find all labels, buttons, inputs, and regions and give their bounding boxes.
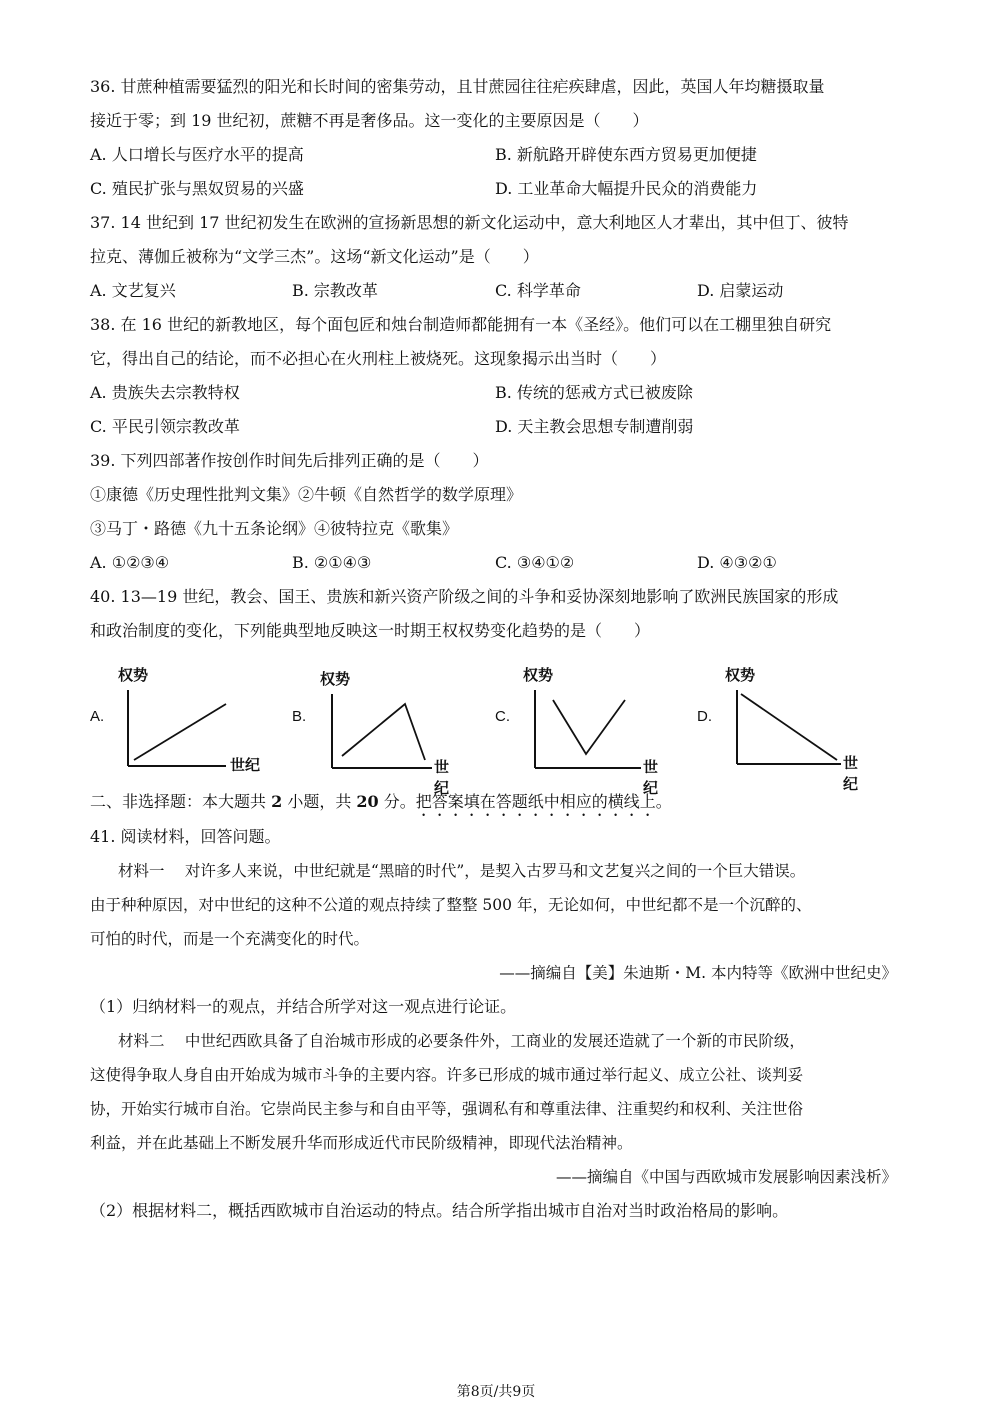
chart-b-plot: [292, 660, 462, 780]
q39-option-a: A. ①②③④: [90, 553, 170, 572]
q41-material2-line4: 利益，并在此基础上不断发展升华而形成近代市民阶级精神，即现代法治精神。: [90, 1134, 633, 1152]
chart-d-xlabel: 世纪: [843, 754, 859, 793]
section2-question-count: 2: [271, 792, 283, 811]
q40-chart-a: [90, 660, 260, 780]
chart-c-xlabel: 世纪: [643, 758, 659, 797]
section2-heading-post: 分。: [378, 792, 416, 811]
q41-subquestion2: （2）根据材料二，概括西欧城市自治运动的特点。结合所学指出城市自治对当时政治格局的影响。: [90, 1201, 789, 1220]
q41-material2-line2: 这使得争取人身自由开始成为城市斗争的主要内容。许多已形成的城市通过举行起义、成立公社、谈判妥: [90, 1066, 804, 1084]
q37-option-b: B. 宗教改革: [292, 281, 378, 300]
q41-material1-line1: 材料一 对许多人来说，中世纪就是“黑暗的时代”，是契入古罗马和文艺复兴之间的一个巨大错误。: [118, 862, 806, 880]
q38-option-a: A. 贵族失去宗教特权: [90, 383, 240, 402]
section2-heading-end: 。: [655, 792, 672, 811]
q39-stem: 39. 下列四部著作按创作时间先后排列正确的是（ ）: [90, 451, 489, 470]
chart-a-ylabel: 权势: [118, 666, 149, 684]
q36-stem-line2: 接近于零；到 19 世纪初，蔗糖不再是奢侈品。这一变化的主要原因是（ ）: [90, 111, 649, 130]
q39-option-c: C. ③④①②: [495, 553, 575, 572]
q38-option-b: B. 传统的惩戒方式已被废除: [495, 383, 693, 402]
q39-works-line1: ①康德《历史理性批判文集》②牛顿《自然哲学的数学原理》: [90, 485, 523, 504]
q38-option-c: C. 平民引领宗教改革: [90, 417, 240, 436]
q40-stem-line1: 40. 13—19 世纪，教会、国王、贵族和新兴资产阶级之间的斗争和妥协深刻地影响了欧洲民族国家的形成: [90, 587, 839, 606]
q37-option-d: D. 启蒙运动: [697, 281, 784, 300]
q40-chart-d: [697, 660, 867, 793]
chart-b-letter: B.: [292, 708, 307, 725]
page-number: 第8页/共9页: [456, 1384, 536, 1400]
chart-d-plot: [697, 660, 867, 780]
chart-c-letter: C.: [495, 708, 510, 725]
q40-chart-c: [495, 660, 665, 797]
chart-a-xlabel: 世纪: [230, 756, 261, 774]
q36-option-c: C. 殖民扩张与黑奴贸易的兴盛: [90, 179, 304, 198]
chart-a-plot: [90, 660, 260, 780]
q38-option-d: D. 天主教会思想专制遭削弱: [495, 417, 694, 436]
chart-c-trend-line: [553, 700, 625, 754]
q37-stem-line2: 拉克、薄伽丘被称为“文学三杰”。这场“新文化运动”是（ ）: [90, 247, 539, 266]
q38-stem-line1: 38. 在 16 世纪的新教地区，每个面包匠和烛台制造师都能拥有一本《圣经》。他们可以在工棚里独自研究: [90, 315, 832, 334]
q36-option-b: B. 新航路开辟使东西方贸易更加便捷: [495, 145, 757, 164]
section2-total-score: 20: [356, 792, 379, 811]
section2-heading-pre: 二、非选择题：本大题共: [90, 792, 272, 811]
q36-option-a: A. 人口增长与医疗水平的提高: [90, 145, 304, 164]
q41-material1-line3: 可怕的时代，而是一个充满变化的时代。: [90, 930, 370, 948]
q36-stem-line1: 36. 甘蔗种植需要猛烈的阳光和长时间的密集劳动，且甘蔗园往往疟疾肆虐，因此，英国人年均糖摄取量: [90, 77, 825, 96]
chart-b-trend-line: [342, 704, 425, 760]
q37-option-a: A. 文艺复兴: [90, 281, 176, 300]
chart-a-letter: A.: [90, 708, 105, 725]
q36-option-d: D. 工业革命大幅提升民众的消费能力: [495, 179, 758, 198]
q41-stem: 41. 阅读材料，回答问题。: [90, 827, 281, 846]
chart-d-letter: D.: [697, 708, 712, 725]
q37-stem-line1: 37. 14 世纪到 17 世纪初发生在欧洲的宣扬新思想的新文化运动中，意大利地区人才辈出，其中但丁、彼特: [90, 213, 849, 232]
q41-material2-line1: 材料二 中世纪西欧具备了自治城市形成的必要条件外，工商业的发展还造就了一个新的市民阶级，: [118, 1032, 805, 1050]
chart-a-trend-line: [134, 704, 226, 760]
q41-subquestion1: （1）归纳材料一的观点，并结合所学对这一观点进行论证。: [90, 997, 517, 1016]
q40-chart-b: [292, 660, 462, 797]
q39-option-d: D. ④③②①: [697, 553, 777, 572]
chart-b-xlabel: 世纪: [434, 758, 450, 797]
q38-stem-line2: 它，得出自己的结论，而不必担心在火刑柱上被烧死。这现象揭示出当时（ ）: [90, 349, 667, 368]
q41-material2-line3: 协，开始实行城市自治。它崇尚民主参与和自由平等，强调私有和尊重法律、注重契约和权利、关注世俗: [90, 1100, 804, 1118]
q39-works-line2: ③马丁・路德《九十五条论纲》④彼特拉克《歌集》: [90, 519, 459, 538]
q41-material1-source: ——摘编自【美】朱迪斯・M. 本内特等《欧洲中世纪史》: [499, 964, 897, 982]
chart-d-ylabel: 权势: [725, 666, 756, 684]
chart-d-trend-line: [741, 694, 837, 760]
chart-c-plot: [495, 660, 665, 780]
chart-c-ylabel: 权势: [523, 666, 554, 684]
q41-material1-line2: 由于种种原因，对中世纪的这种不公道的观点持续了整整 500 年，无论如何，中世纪都不是一个沉醉的、: [90, 896, 812, 914]
q39-option-b: B. ②①④③: [292, 553, 372, 572]
q41-material2-source: ——摘编自《中国与西欧城市发展影响因素浅析》: [555, 1168, 897, 1186]
q40-stem-line2: 和政治制度的变化，下列能典型地反映这一时期王权权势变化趋势的是（ ）: [90, 621, 651, 640]
chart-b-ylabel: 权势: [320, 670, 351, 688]
section2-heading: [90, 792, 672, 820]
section2-instruction: 把答案填在答题纸中相应的横线上: [415, 792, 656, 811]
q37-option-c: C. 科学革命: [495, 281, 581, 300]
section2-heading-mid: 小题，共: [282, 792, 357, 811]
